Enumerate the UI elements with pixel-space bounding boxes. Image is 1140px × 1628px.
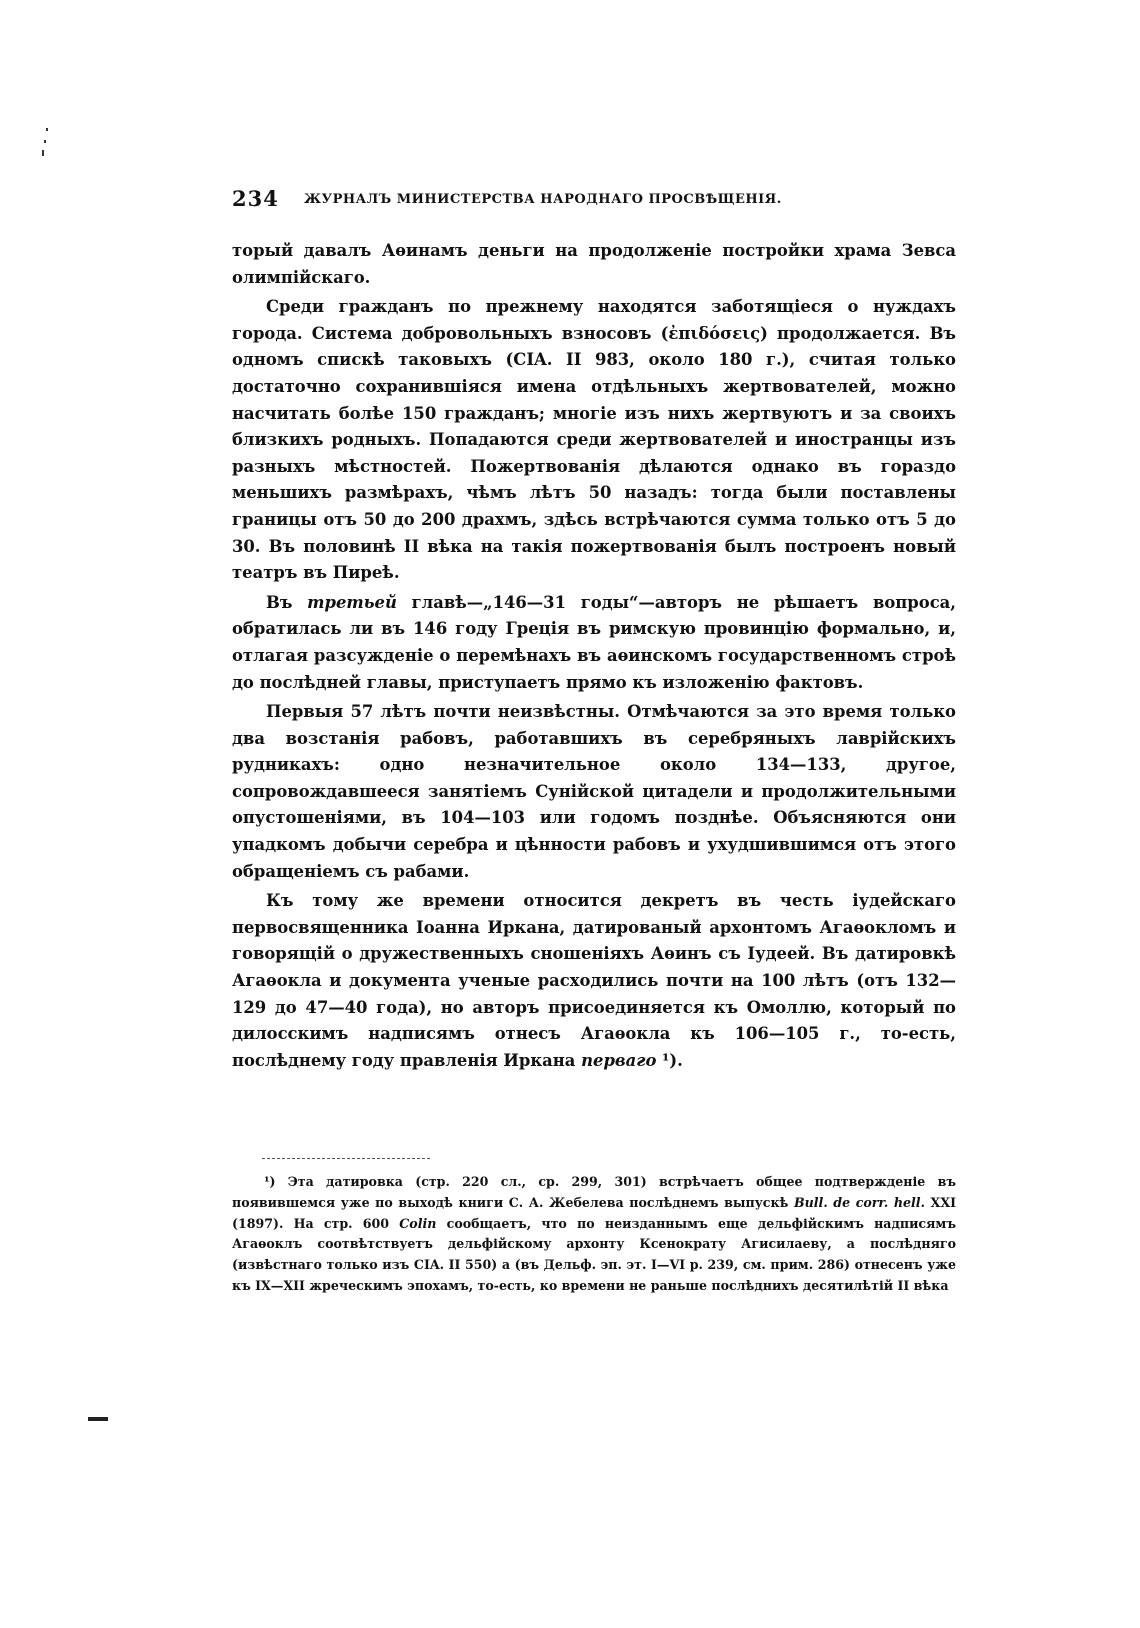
paragraph: торый давалъ Аѳинамъ деньги на продолженіе постройки храма Зевса олимпійскаго.	[232, 241, 956, 287]
italic-word: перваго	[581, 1050, 657, 1070]
paragraph	[232, 590, 956, 696]
page-number: 234	[232, 186, 279, 211]
paragraph	[232, 888, 956, 1074]
text-span: сообщаетъ, что по неизданнымъ еще дельфійскимъ надписямъ Агаѳоклъ соотвѣтствуетъ дельфійскому архонту Ксенократу Агисилаеву, а послѣдняго (извѣстнаго только изъ CIA. II 550) а (въ Дельф. эп. эт. I—VI р. 239, см. прим. 286) отнесенъ уже къ IX—XII жреческимъ эпохамъ, то-есть, ко времени не раньше послѣднихъ десятилѣтій II вѣка	[232, 1215, 956, 1293]
text-span: Къ тому же времени относится декретъ въ честь іудейскаго первосвященника Іоанна Иркана, датированый архонтомъ Агаѳокломъ и говорящій о дружественныхъ сношеніяхъ Аѳинъ съ Іудеей. Въ датировкѣ Агаѳокла и документа ученые расходились почти на 100 лѣтъ (отъ 132—129 до 47—40 года), но авторъ присоединяется къ Омоллю, который по дилосскимъ надписямъ отнесъ Агаѳокла къ 106—105 г., то-есть, послѣднему году правленія Иркана	[232, 891, 956, 1070]
text-span: XXI (1897). На стр. 600	[232, 1194, 956, 1231]
paragraph: Первыя 57 лѣтъ почти неизвѣстны. Отмѣчаются за это время только два возстанія рабовъ, работавшихъ въ серебряныхъ лаврійскихъ рудникахъ: одно незначительное около 134—133, другое, сопровождавшееся занятіемъ Сунійской цитадели и продолжительными опустошеніями, въ 104—103 или годомъ позднѣе. Объясняются они упадкомъ добычи серебра и цѣнности рабовъ и ухудшившимся отъ этого обращеніемъ съ рабами.	[232, 702, 956, 881]
text-span: ¹) Эта датировка (стр. 220 сл., ср. 299, 301) встрѣчаетъ общее подтвержденіе въ появившемся уже по выходѣ книги С. А. Жебелева послѣднемъ выпускѣ	[232, 1174, 956, 1210]
footnote-reference: ¹).	[656, 1050, 683, 1070]
italic-name: Colin	[399, 1215, 437, 1231]
margin-speck	[88, 1417, 108, 1421]
running-title: ЖУРНАЛЪ МИНИСТЕРСТВА НАРОДНАГО ПРОСВѢЩЕНІЯ.	[304, 192, 782, 207]
italic-word: третьей	[307, 592, 397, 612]
text-span: Въ	[266, 592, 308, 612]
page-header	[232, 186, 868, 216]
body-text	[232, 238, 956, 1074]
footnote-separator	[262, 1158, 430, 1159]
margin-speck	[46, 128, 48, 131]
margin-speck	[42, 150, 44, 156]
italic-title: Bull. de corr. hell.	[793, 1194, 925, 1210]
text-span: главѣ—„146—31 годы“—авторъ не рѣшаетъ вопроса, обратилась ли въ 146 году Греція въ римскую провинцію формально, и, отлагая разсужденіе о перемѣнахъ въ аѳинскомъ государственномъ строѣ до послѣдней главы, приступаетъ прямо къ изложенію фактовъ.	[232, 592, 956, 692]
paragraph: Среди гражданъ по прежнему находятся заботящіеся о нуждахъ города. Система добровольныхъ взносовъ (ἐπιδόσεις) продолжается. Въ одномъ спискѣ таковыхъ (CIA. II 983, около 180 г.), считая только достаточно сохранившіяся имена отдѣльныхъ жертвователей, можно насчитать болѣе 150 гражданъ; многіе изъ нихъ жертвуютъ и за своихъ близкихъ родныхъ. Попадаются среди жертвователей и иностранцы изъ разныхъ мѣстностей. Пожертвованія дѣлаются однако въ гораздо меньшихъ размѣрахъ, чѣмъ лѣтъ 50 назадъ: тогда были поставлены границы отъ 50 до 200 драхмъ, здѣсь встрѣчаются сумма только отъ 5 до 30. Въ половинѣ II вѣка на такія пожертвованія былъ построенъ новый театръ въ Пиреѣ.	[232, 297, 956, 583]
footnote	[232, 1172, 956, 1297]
margin-speck	[44, 140, 46, 143]
